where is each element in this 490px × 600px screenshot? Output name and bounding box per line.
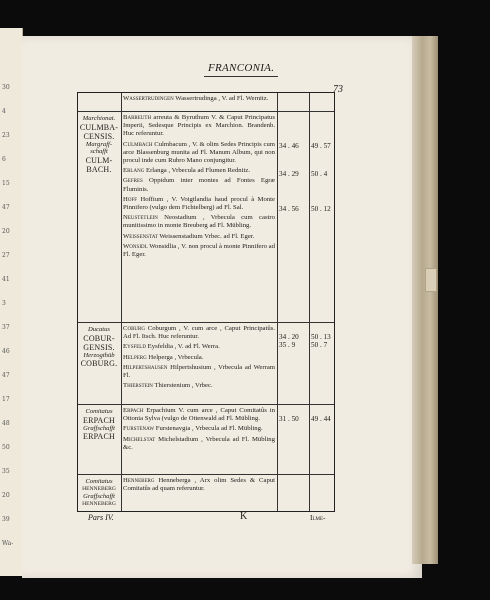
place-description: arreuta & Byruthum V. & Caput Principatus Imperii, Sedesque Principis ex Marchion. Brandenb. Huc referuntur. <box>123 114 275 138</box>
left-page-fragment: 4 <box>2 108 6 115</box>
region-label-line: GENSIS. <box>83 342 115 352</box>
place-description: Coburgum , V. cum arce , Caput Principatûs. Ad Fl. Itsch. Huc referuntur. <box>123 325 275 341</box>
place-entry <box>123 141 275 166</box>
signature-mark: Pars IV. <box>88 513 114 522</box>
region-label-line: COBURG. <box>80 359 118 369</box>
left-page-fragment: 35 <box>2 468 10 475</box>
left-page-fragment: 15 <box>2 180 10 187</box>
region-label-line: ERPACH <box>82 415 116 425</box>
place-entry <box>123 364 275 380</box>
place-name: Thierstein <box>123 382 153 390</box>
place-description: Michelstadium , Vrbecula ad Fl. Mübling &c. <box>123 435 275 451</box>
place-entry <box>123 214 275 230</box>
longitude-value: 31 . 50 <box>279 415 299 423</box>
page-number: 73 <box>333 84 343 95</box>
place-name: Hoff <box>123 195 138 203</box>
place-entry <box>123 477 275 493</box>
place-description: Oppidum inter montes ad Fontes Egræ Fluminis. <box>123 177 275 193</box>
place-entry <box>123 325 275 341</box>
place-name: Furstenaw <box>123 425 155 433</box>
region-label <box>78 408 120 441</box>
region-block <box>78 404 334 475</box>
place-name: Gefres <box>123 177 143 185</box>
region-label-line: HENNEBERG <box>82 485 116 492</box>
place-entry <box>123 177 275 193</box>
left-page-fragment: 30 <box>2 84 10 91</box>
running-title <box>208 62 274 74</box>
longitude-value: 35 . 9 <box>279 341 296 349</box>
region-label-line: CENSIS. <box>83 131 115 141</box>
longitude-value: 34 . 46 <box>279 142 299 150</box>
left-page-fragment: 50 <box>2 444 10 451</box>
place-description: Neostadium , Vrbecula cum castro munitissimo in monte Breuberg ad Fl. Mübling. <box>123 214 275 230</box>
region-label-line: Comitatus <box>85 408 113 415</box>
region-label-line: COBUR- <box>83 333 115 343</box>
place-name: Coburg <box>123 325 145 332</box>
region-label <box>78 115 120 174</box>
place-description: Wassertrudinga , V. ad Fl. Wernitz. <box>173 95 269 102</box>
place-name: Hilpertshausen <box>123 363 168 371</box>
left-page-fragment: 6 <box>2 156 6 163</box>
left-page-edge <box>0 28 23 576</box>
place-name: Culmbach <box>123 140 153 148</box>
region-label-line: schafft <box>90 148 108 156</box>
place-name: Wonsidl <box>123 242 148 250</box>
region-label-line: ERPACH <box>82 432 116 442</box>
place-description: Eysfeldia , V. ad Fl. Werra. <box>145 343 220 351</box>
place-name: Wassertrudingen <box>123 95 174 102</box>
longitude-value: 34 . 20 <box>279 333 299 341</box>
latitude-value: 50 . 13 <box>311 333 331 341</box>
place-entry <box>123 407 275 423</box>
left-page-fragment: 20 <box>2 228 10 235</box>
left-page-fragment: 47 <box>2 372 10 379</box>
place-entries <box>123 95 275 105</box>
left-page-fragment: 3 <box>2 300 6 307</box>
place-entry <box>123 114 275 139</box>
place-entry <box>123 233 275 241</box>
place-entries <box>123 114 275 261</box>
place-name: Weissenstat <box>123 232 158 240</box>
place-entry <box>123 196 275 212</box>
left-page-fragment: 37 <box>2 324 10 331</box>
place-name: Erlang <box>123 167 145 175</box>
region-label-line: CULM- <box>85 155 113 165</box>
place-description: Helperga , Vrbecula. <box>146 353 204 361</box>
place-entry <box>123 382 275 390</box>
region-label-line: Marchionat. <box>82 115 116 122</box>
left-page-fragment: 20 <box>2 492 10 499</box>
region-label-line: Margraff- <box>85 140 113 148</box>
place-description: Henneberga , Arx olim Sedes & Caput Comitatûs ad quam referuntur. <box>123 477 275 493</box>
place-description: Erlanga , Vrbecula ad Flumen Rednitz. <box>144 167 251 175</box>
place-entries <box>123 325 275 392</box>
region-label <box>78 478 120 508</box>
place-entry <box>123 425 275 433</box>
place-entry <box>123 167 275 175</box>
region-label-line: Comitatus <box>85 478 113 485</box>
region-label-line: CULMBA- <box>79 122 119 132</box>
place-entry <box>123 243 275 259</box>
place-description: Hilpertshusium , Vrbecula ad Werram Fl. <box>123 363 275 380</box>
place-entries <box>123 477 275 495</box>
left-page-fragment: 41 <box>2 276 10 283</box>
region-label <box>78 326 120 368</box>
left-page-fragment: 17 <box>2 396 10 403</box>
place-description: Weissenstadium Vrbec. ad Fl. Eger. <box>157 232 255 240</box>
longitude-value: 34 . 29 <box>279 170 299 178</box>
place-name: Neustetlein <box>123 214 158 222</box>
place-entries <box>123 407 275 454</box>
place-name: Eysfeld <box>123 343 146 351</box>
place-entry <box>123 95 275 103</box>
left-page-fragment: 27 <box>2 252 10 259</box>
place-entry <box>123 354 275 362</box>
region-label-line: Herzogthüb <box>83 351 115 359</box>
gathering-letter: K <box>240 511 248 522</box>
left-page-fragment: 23 <box>2 132 10 139</box>
place-description: Furstenavgia , Vrbecula ad Fl. Mübling. <box>154 425 263 433</box>
region-label-line: BACH. <box>86 164 112 174</box>
region-label-line: HENNEBERG <box>82 500 116 507</box>
region-block <box>78 322 334 405</box>
page-tab-marker <box>425 268 437 292</box>
latitude-value: 50 . 4 <box>311 170 328 178</box>
title-rule <box>204 76 278 77</box>
place-description: Erpachium V. cum arce , Caput Comitatûs in Ottonia Sylva (vulgo de Ottenwald ad Fl. Mübling. <box>123 407 275 423</box>
left-page-fragment: 39 <box>2 516 10 523</box>
left-page-fragment: 47 <box>2 204 10 211</box>
place-description: Culmbacum , V. & olim Sedes Principis cum arce Blassenburg munita ad Fl. Manum Album, qui non procul inde cum Rubro Mano conjungitur. <box>123 140 275 165</box>
page-edges <box>412 36 438 564</box>
region-block <box>78 474 334 512</box>
place-description: Thierstenium , Vrbec. <box>152 382 213 390</box>
place-entry <box>123 343 275 351</box>
left-page-fragment: 46 <box>2 348 10 355</box>
region-block <box>78 93 334 111</box>
latitude-value: 50 . 7 <box>311 341 328 349</box>
catchword: Ilme- <box>310 513 326 522</box>
gazetteer-table <box>77 92 335 512</box>
latitude-value: 50 . 12 <box>311 205 331 213</box>
place-description: Hoffium , V. Voigtlandia haud procul à Monte Pinnifero (vulgo dem Fichtelberg) ad Fl. Sal. <box>123 195 275 212</box>
latitude-value: 49 . 44 <box>311 415 331 423</box>
place-name: Michelstat <box>123 435 156 443</box>
region-label-line: Ducatus <box>88 326 110 333</box>
running-title-text: FRANCONIA. <box>208 62 275 74</box>
latitude-value: 49 . 57 <box>311 142 331 150</box>
place-name: Helperg <box>123 353 147 361</box>
region-label-line: Graffschafft <box>83 493 115 501</box>
longitude-value: 34 . 56 <box>279 205 299 213</box>
left-page-fragment: 48 <box>2 420 10 427</box>
region-label-line: Graffschafft <box>83 424 115 432</box>
place-description: Wonsidlia , V. non procul à monte Pinnifero ad Fl. Eger. <box>123 242 275 259</box>
place-name: Erpach <box>123 407 144 414</box>
place-entry <box>123 436 275 452</box>
place-name: Barreuth <box>123 114 152 121</box>
left-page-fragment: Wa- <box>2 540 14 547</box>
place-name: Henneberg <box>123 477 155 484</box>
